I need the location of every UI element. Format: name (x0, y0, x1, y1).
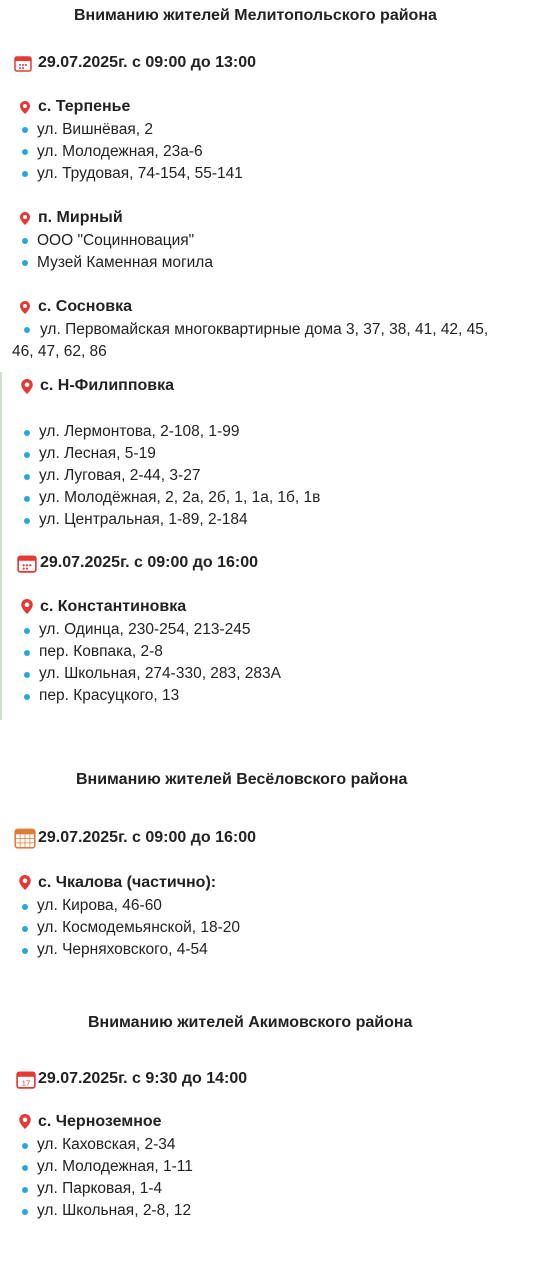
list-item: ул. Парковая, 1-4 (37, 1180, 163, 1197)
list-bullet (24, 496, 30, 502)
list-bullet (22, 260, 28, 266)
list-item: ул. Молодёжная, 2, 2а, 2б, 1, 1а, 1б, 1в (39, 489, 321, 506)
list-item: ул. Школьная, 274-330, 283, 283А (39, 665, 281, 682)
list-bullet (22, 238, 28, 244)
list-bullet (22, 1187, 28, 1193)
location-name: с. Н-Филипповка (40, 377, 175, 394)
date-time: 29.07.2025г. с 09:00 до 16:00 (40, 554, 259, 571)
location-pin-icon (20, 212, 30, 225)
list-item: ул. Молодежная, 1-11 (37, 1158, 193, 1175)
list-item: ул. Каховская, 2-34 (37, 1136, 176, 1153)
location-pin-icon (21, 379, 33, 394)
list-bullet (24, 518, 30, 524)
list-item: ул. Луговая, 2-44, 3-27 (39, 467, 201, 484)
list-bullet (22, 948, 28, 954)
list-bullet (24, 452, 30, 458)
list-item: ул. Трудовая, 74-154, 55-141 (37, 165, 243, 182)
list-item: ул. Космодемьянской, 18-20 (37, 919, 240, 936)
calendar-icon (17, 553, 37, 573)
svg-text:17: 17 (21, 1078, 31, 1088)
list-item: пер. Красуцкого, 13 (39, 687, 180, 704)
quote-bar (0, 372, 2, 720)
list-bullet (24, 327, 30, 333)
list-item: ул. Одинца, 230-254, 213-245 (39, 621, 251, 638)
location-name: с. Черноземное (38, 1113, 162, 1130)
location-pin-icon (20, 101, 30, 114)
location-name: с. Константиновка (40, 598, 187, 615)
calendar-icon (14, 827, 36, 849)
section-title: Вниманию жителей Акимовского района (88, 1014, 413, 1031)
location-pin-icon (19, 1114, 31, 1129)
list-item: ул. Первомайская многоквартирные дома 3, 37, 38, 41, 42, 45, (40, 321, 489, 338)
date-time: 29.07.2025г. с 09:00 до 16:00 (38, 829, 257, 846)
list-bullet (22, 1165, 28, 1171)
date-time: 29.07.2025г. с 9:30 до 14:00 (38, 1070, 248, 1087)
list-item: ул. Центральная, 1-89, 2-184 (39, 511, 248, 528)
list-bullet (24, 694, 30, 700)
list-item: ул. Лесная, 5-19 (39, 445, 156, 462)
section-title: Вниманию жителей Мелитопольского района (74, 7, 437, 24)
list-item: ул. Вишнёвая, 2 (37, 121, 153, 138)
location-name: с. Терпенье (38, 98, 131, 115)
location-pin-icon (20, 301, 30, 314)
list-item: ул. Кирова, 46-60 (37, 897, 162, 914)
location-name: с. Чкалова (частично): (38, 874, 217, 891)
location-name: с. Сосновка (38, 298, 132, 315)
location-pin-icon (21, 599, 33, 614)
list-item: пер. Ковпака, 2-8 (39, 643, 163, 660)
list-bullet (22, 171, 28, 177)
location-name: п. Мирный (38, 209, 123, 226)
list-bullet (24, 650, 30, 656)
list-bullet (22, 149, 28, 155)
list-item: ул. Черняховского, 4-54 (37, 941, 208, 958)
calendar-icon (14, 54, 32, 72)
date-time: 29.07.2025г. с 09:00 до 13:00 (38, 54, 257, 71)
list-bullet (24, 628, 30, 634)
list-bullet (24, 430, 30, 436)
list-item: Музей Каменная могила (37, 254, 213, 271)
list-bullet (22, 926, 28, 932)
list-bullet (24, 474, 30, 480)
location-pin-icon (19, 875, 31, 890)
list-bullet (22, 127, 28, 133)
list-item: ул. Лермонтова, 2-108, 1-99 (39, 423, 240, 440)
section-title: Вниманию жителей Весёловского района (76, 771, 408, 788)
list-bullet (24, 672, 30, 678)
list-bullet (22, 904, 28, 910)
list-bullet (22, 1143, 28, 1149)
list-item: ул. Школьная, 2-8, 12 (37, 1202, 192, 1219)
calendar-icon (16, 1069, 36, 1089)
list-item: ул. Молодежная, 23а-6 (37, 143, 203, 160)
list-item: ООО "Социнновация" (37, 232, 195, 249)
list-bullet (22, 1209, 28, 1215)
list-item-continuation: 46, 47, 62, 86 (12, 343, 107, 360)
